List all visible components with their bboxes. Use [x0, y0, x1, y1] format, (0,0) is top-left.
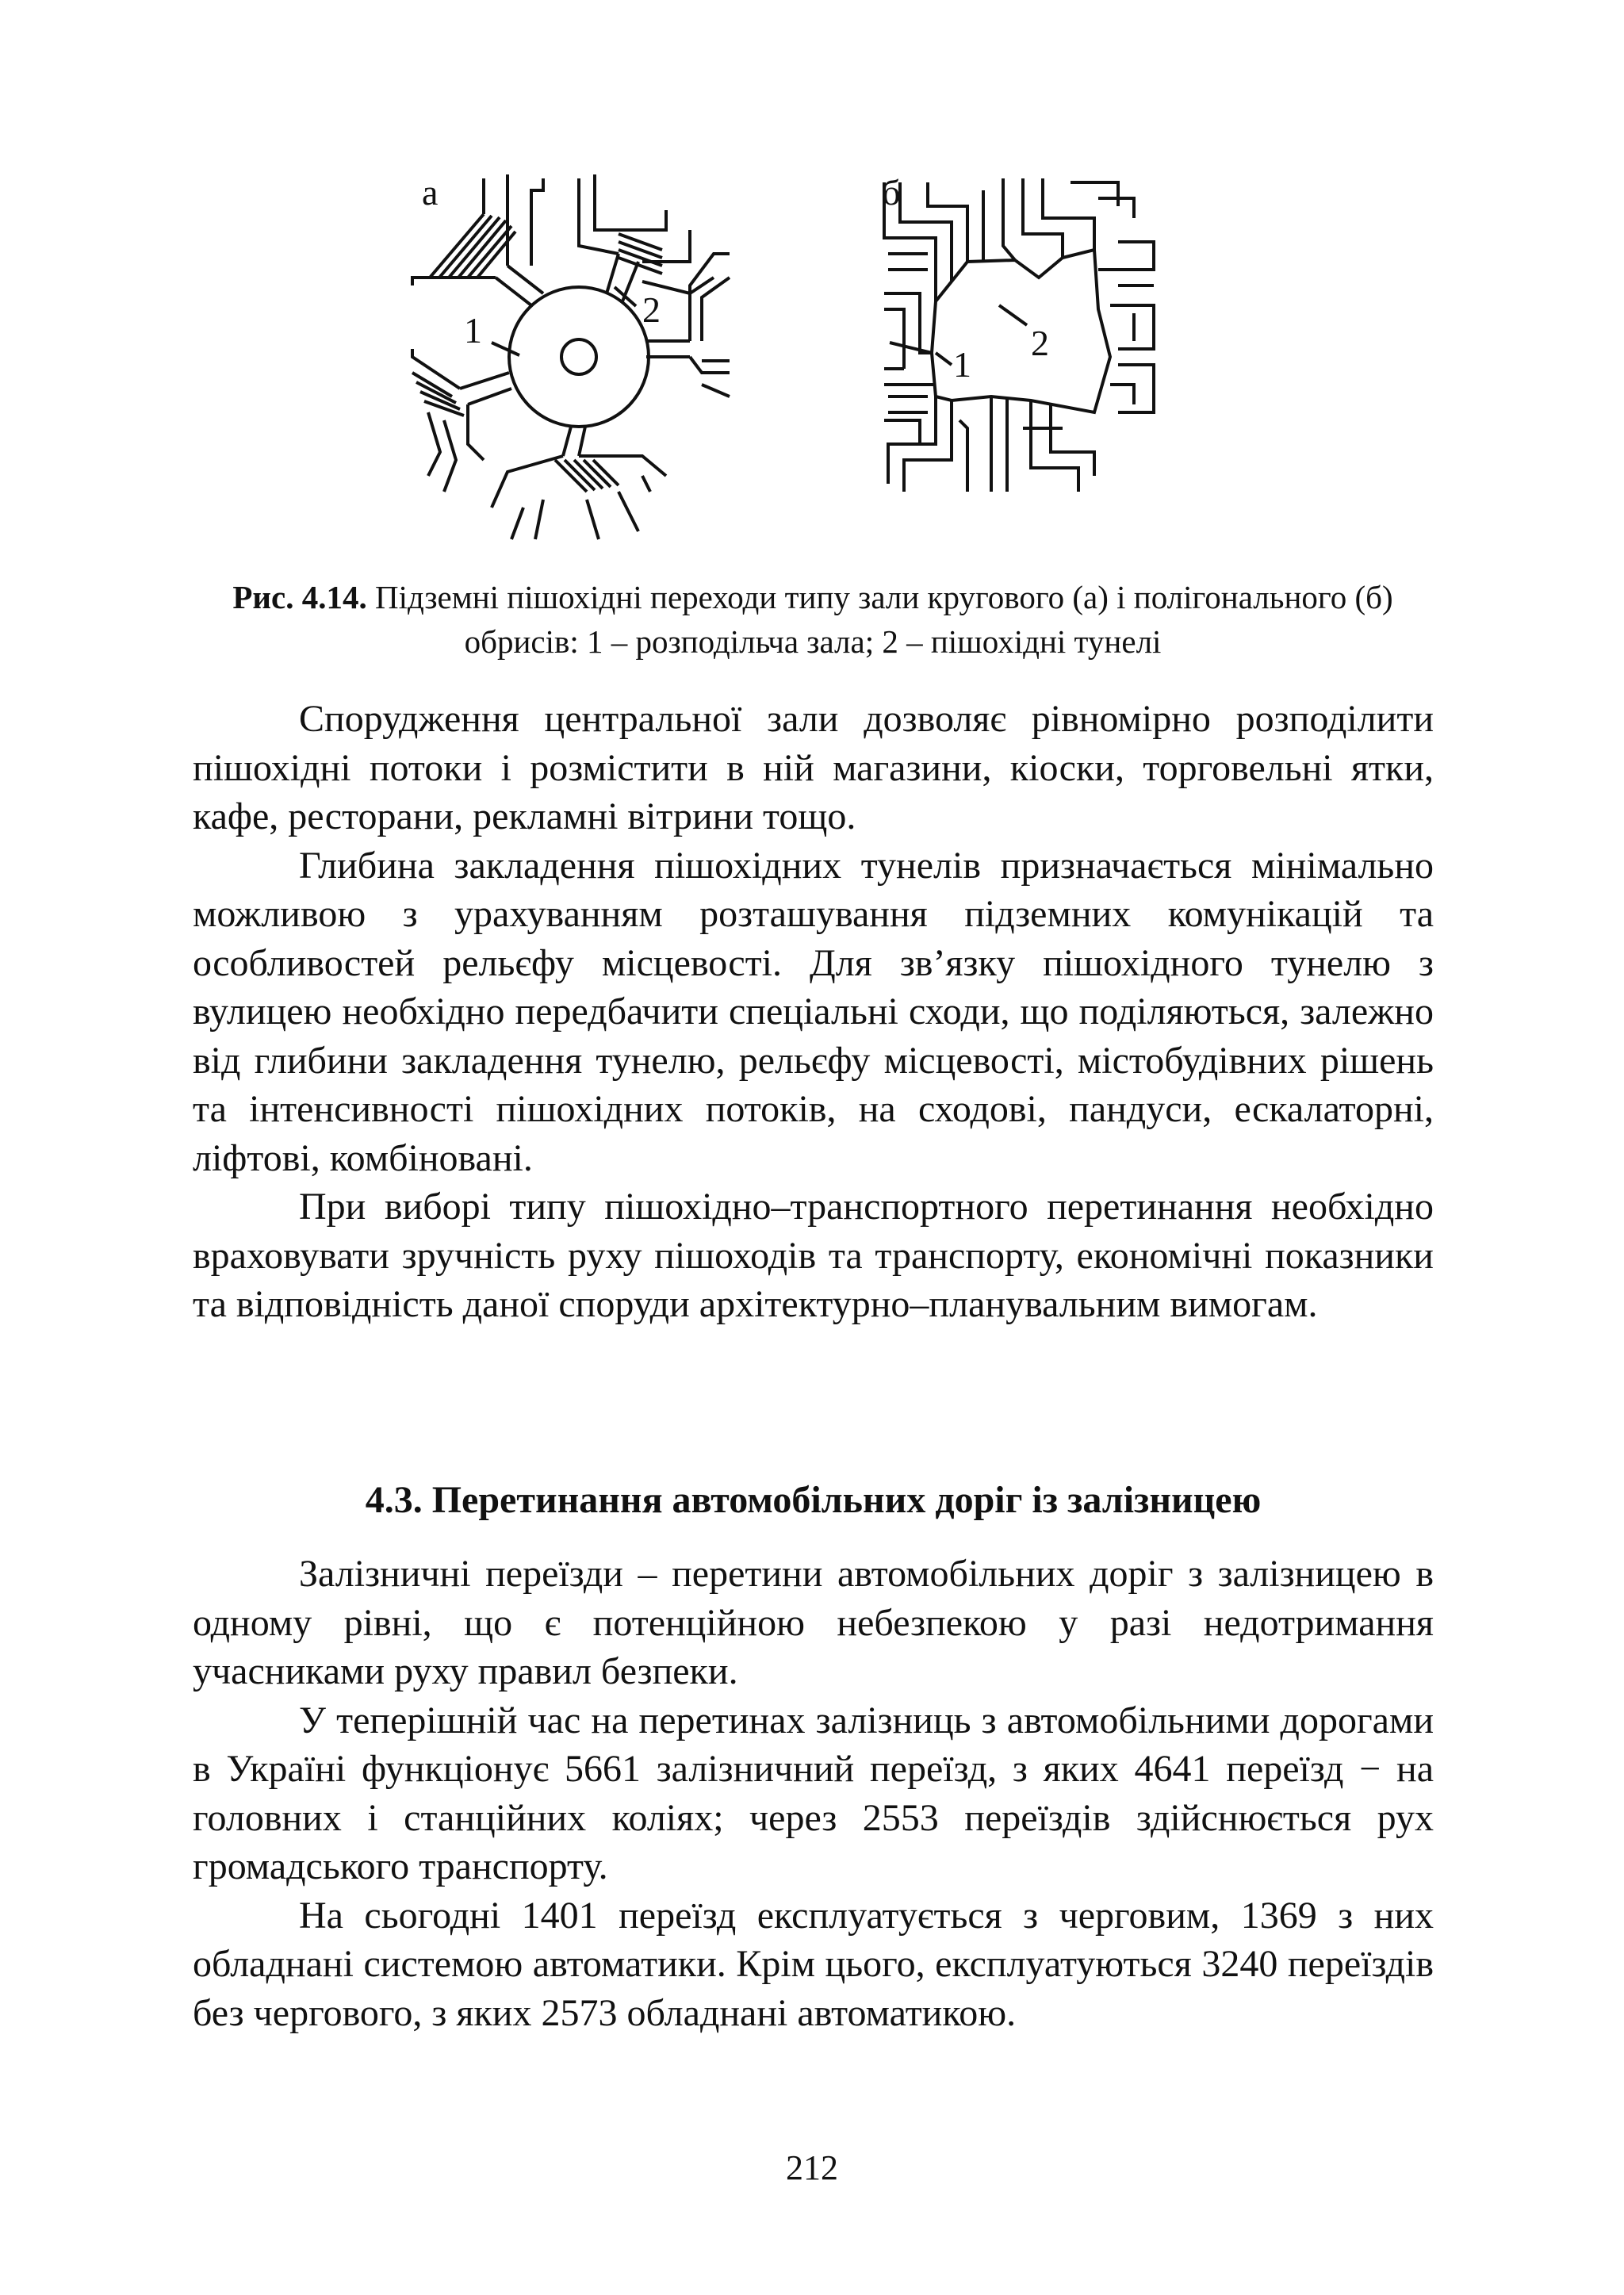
leader-line-a-1: [492, 343, 519, 355]
tunnel-left: [412, 349, 511, 492]
paragraph: Глибина закладення пішохідних тунелів призначається мінімально можливою з урахуванням розташування підземних комунікацій та особливостей рельєфу місцевості. Для зв’язку пішохідного тунелю з вулицею необхідно передбачити спеціальні сходи, що поділяються, залежно від глибини закладення тунелю, рельєфу місцевості, містобудівних рішень та інтенсивності пішохідних потоків, на сходові, пандуси, ескалаторні, ліфтові, комбіновані.: [193, 844, 1434, 1179]
leader-line-b-1: [890, 343, 932, 353]
figure-caption-number: Рис. 4.14.: [232, 579, 367, 615]
figure-a-number-1: 1: [464, 310, 482, 351]
figure-4-14: [381, 159, 1253, 555]
figure-caption-text: Підземні пішохідні переходи типу зали кругового (а) і полігонального (б) обрисів: 1 – розподільча зала; 2 – пішохідні тунелі: [366, 579, 1393, 660]
leader-line-b-2: [999, 305, 1027, 325]
figure-label-a: а: [422, 172, 439, 213]
tunnels-left: [884, 293, 936, 444]
paragraph: Залізничні переїзди – перетини автомобільних доріг з залізницею в одному рівні, що є потенційною небезпекою у разі недотримання учасниками руху правил безпеки.: [193, 1553, 1434, 1692]
section-heading: 4.3. Перетинання автомобільних доріг із залізницею: [365, 1479, 1262, 1521]
figure-caption: [190, 575, 1435, 664]
distribution-hall-circle: [509, 287, 649, 427]
leader-line-b-1-tail: [936, 353, 952, 365]
paragraph: Спорудження центральної зали дозволяє рівномірно розподілити пішохідні потоки і розмістити в ній магазини, кіоски, торговельні ятки, кафе, ресторани, рекламні вітрини тощо.: [193, 698, 1434, 837]
circular-hall-diagram: [412, 172, 730, 539]
paragraph: При виборі типу пішохідно–транспортного перетинання необхідно враховувати зручність руху пішоходів та транспорту, економічні показники та відповідність даної споруди архітектурно–планувальним вимогам.: [193, 1186, 1434, 1325]
body-text-block-1: [193, 695, 1434, 1329]
page-number: 212: [786, 2148, 838, 2187]
tunnels-top: [884, 178, 1094, 301]
paragraph: У теперішній час на перетинах залізниць з автомобільними дорогами в Україні функціонує 5661 залізничний переїзд, з яких 4641 переїзд − на головних і станційних коліях; через 2553 переїздів здійснюється рух громадського транспорту.: [193, 1699, 1434, 1887]
figure-b-number-1: 1: [953, 344, 971, 385]
paragraph: На сьогодні 1401 переїзд експлуатується з черговим, 1369 з них обладнані системою автоматики. Крім цього, експлуатуються 3240 переїздів без чергового, з яких 2573 обладнані автоматикою.: [193, 1894, 1434, 2034]
distribution-hall-polygon: [932, 250, 1110, 412]
hall-center-circle: [561, 339, 596, 374]
figure-b-number-2: 2: [1031, 323, 1049, 363]
figure-a-number-2: 2: [642, 289, 661, 330]
body-text-block-2: [193, 1550, 1434, 2037]
underpass-schemes-illustration: [381, 159, 1253, 555]
figure-label-b: б: [882, 172, 901, 213]
tunnel-bottom: [492, 427, 666, 539]
polygonal-hall-diagram: [882, 172, 1154, 492]
